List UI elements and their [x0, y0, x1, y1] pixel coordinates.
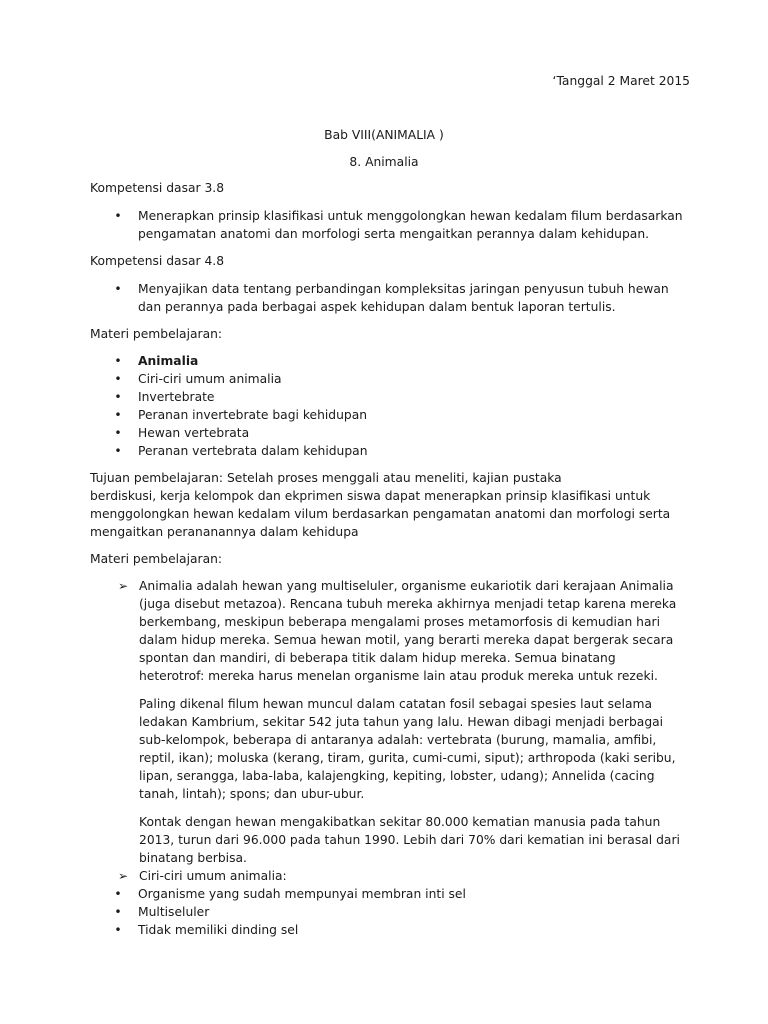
paragraph-line: Animalia adalah hewan yang multiseluler, organisme eukariotik dari kerajaan Animalia: [139, 579, 674, 593]
materi2-heading: Materi pembelajaran:: [90, 552, 223, 566]
paragraph-line: binatang berbisa.: [139, 851, 247, 865]
kd2-line: dan perannya pada berbagai aspek kehidupan dalam bentuk laporan tertulis.: [138, 300, 616, 314]
bullet-icon: •: [114, 209, 122, 223]
paragraph-line: (juga disebut metazoa). Rencana tubuh mereka akhirnya menjadi tetap karena mereka: [139, 597, 677, 611]
tujuan-line: berdiskusi, kerja kelompok dan ekprimen siswa dapat menerapkan prinsip klasifikasi untuk: [90, 489, 651, 503]
paragraph-line: 2013, turun dari 96.000 pada tahun 1990. Lebih dari 70% dari kematian ini berasal dari: [139, 833, 680, 847]
paragraph-line: berkembang, meskipun beberapa mengalami proses metamorfosis di kemudian hari: [139, 615, 660, 629]
bullet-icon: •: [114, 905, 122, 919]
list-item: Tidak memiliki dinding sel: [138, 923, 299, 937]
section-title: 8. Animalia: [349, 155, 419, 169]
list-item: Invertebrate: [138, 390, 215, 404]
arrow-icon: ➢: [117, 579, 129, 593]
arrow-icon: ➢: [117, 869, 129, 883]
paragraph-line: Paling dikenal filum hewan muncul dalam catatan fosil sebagai spesies laut selama: [139, 697, 653, 711]
paragraph-line: tanah, lintah); spons; dan ubur-ubur.: [139, 787, 365, 801]
paragraph-line: heterotrof: mereka harus menelan organisme lain atau produk mereka untuk rezeki.: [139, 669, 658, 683]
kd2-line: Menyajikan data tentang perbandingan kompleksitas jaringan penyusun tubuh hewan: [138, 282, 669, 296]
kd1-line: Menerapkan prinsip klasifikasi untuk menggolongkan hewan kedalam filum berdasarkan: [138, 209, 683, 223]
ciri-heading: Ciri-ciri umum animalia:: [139, 869, 287, 883]
list-item: Peranan vertebrata dalam kehidupan: [138, 444, 368, 458]
paragraph-line: sub-kelompok, beberapa di antaranya adalah: vertebrata (burung, mamalia, amfibi,: [139, 733, 657, 747]
bullet-icon: •: [114, 390, 122, 404]
bullet-icon: •: [114, 408, 122, 422]
chapter-title: Bab VIII(ANIMALIA ): [324, 128, 444, 142]
bullet-icon: •: [114, 282, 122, 296]
bullet-icon: •: [114, 923, 122, 937]
list-item: Hewan vertebrata: [138, 426, 250, 440]
kd1-heading: Kompetensi dasar 3.8: [90, 181, 225, 195]
tujuan-line: menggolongkan hewan kedalam vilum berdasarkan pengamatan anatomi dan morfologi serta: [90, 507, 671, 521]
paragraph-line: spontan dan mandiri, di beberapa titik dalam hidup mereka. Semua binatang: [139, 651, 616, 665]
list-item: Ciri-ciri umum animalia: [138, 372, 282, 386]
paragraph-line: ledakan Kambrium, sekitar 542 juta tahun yang lalu. Hewan dibagi menjadi berbagai: [139, 715, 664, 729]
bullet-icon: •: [114, 887, 122, 901]
kd1-line: pengamatan anatomi dan morfologi serta mengaitkan perannya dalam kehidupan.: [138, 227, 650, 241]
paragraph-line: Kontak dengan hewan mengakibatkan sekitar 80.000 kematian manusia pada tahun: [139, 815, 661, 829]
bullet-icon: •: [114, 444, 122, 458]
list-item: Peranan invertebrate bagi kehidupan: [138, 408, 368, 422]
paragraph-line: dalam hidup mereka. Semua hewan motil, yang berarti mereka dapat bergerak secara: [139, 633, 674, 647]
paragraph-line: lipan, serangga, laba-laba, kalajengking, kepiting, lobster, udang); Annelida (cacing: [139, 769, 655, 783]
bullet-icon: •: [114, 372, 122, 386]
bullet-icon: •: [114, 426, 122, 440]
kd2-heading: Kompetensi dasar 4.8: [90, 254, 225, 268]
list-item: Multiseluler: [138, 905, 210, 919]
list-item: Organisme yang sudah mempunyai membran inti sel: [138, 887, 466, 901]
materi1-heading: Materi pembelajaran:: [90, 327, 223, 341]
tujuan-line: mengaitkan perananannya dalam kehidupa: [90, 525, 359, 539]
date-line: ‘Tanggal 2 Maret 2015: [552, 74, 690, 88]
bullet-icon: •: [114, 354, 122, 368]
paragraph-line: reptil, ikan); moluska (kerang, tiram, gurita, cumi-cumi, siput); arthropoda (kaki seribu,: [139, 751, 676, 765]
tujuan-line: Tujuan pembelajaran: Setelah proses menggali atau meneliti, kajian pustaka: [90, 471, 562, 485]
list-item: Animalia: [138, 354, 199, 368]
